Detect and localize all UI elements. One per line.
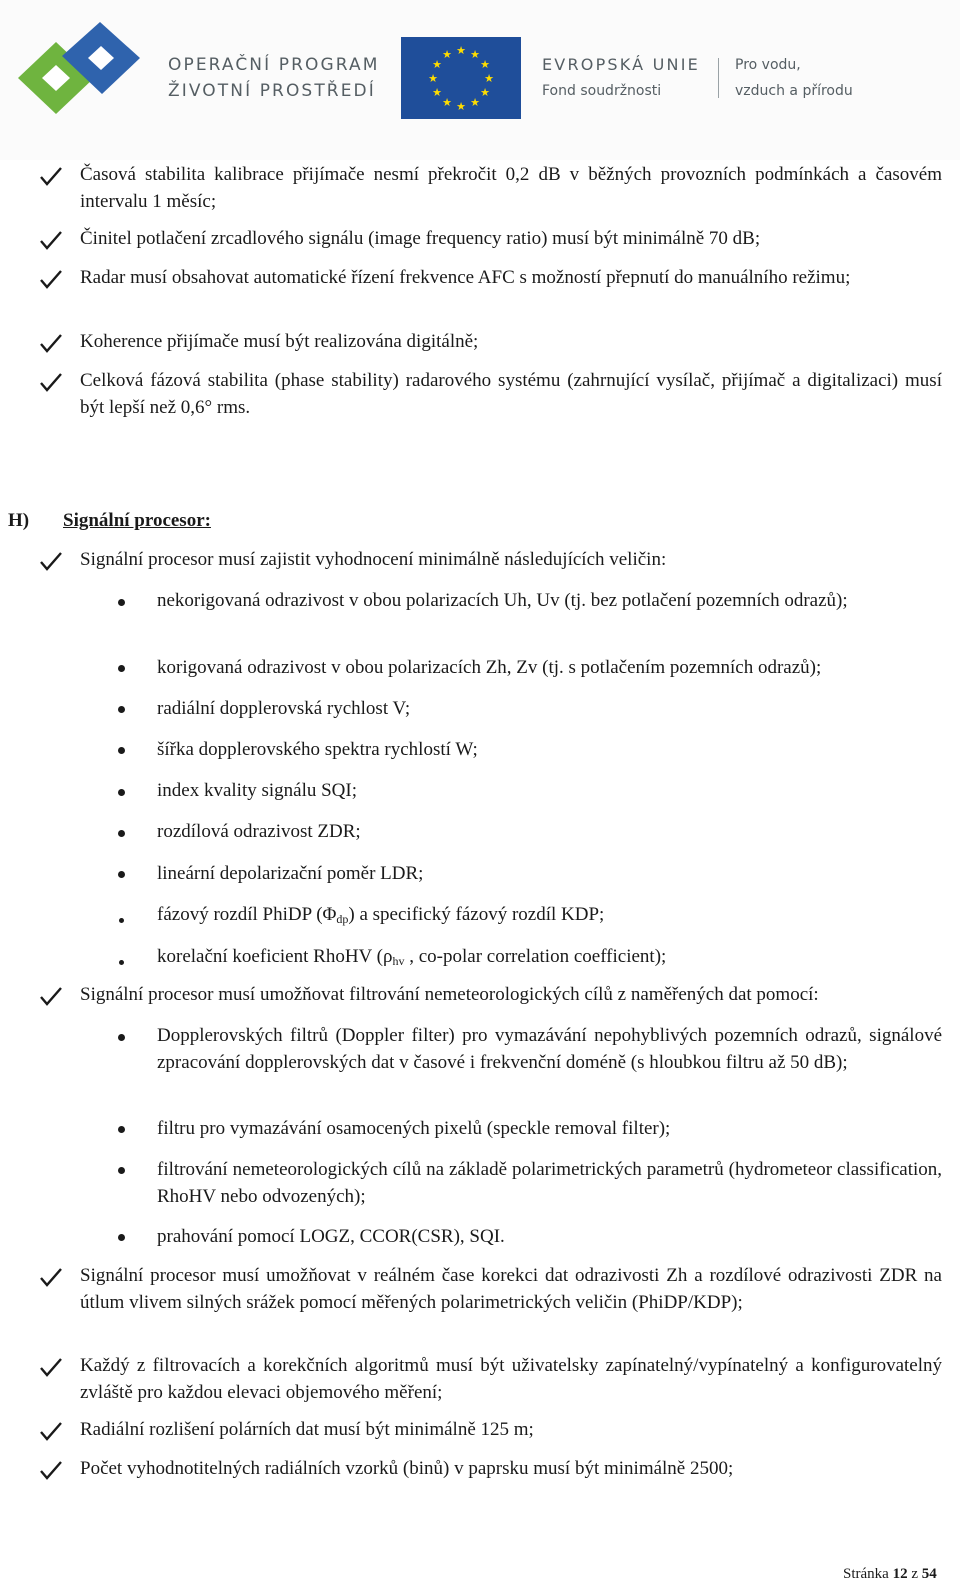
requirement-item: Časová stabilita kalibrace přijímače nesmí překročit 0,2 dB v běžných provozních podmínkách a časovém intervalu 1 měsíc; bbox=[80, 164, 942, 212]
list-item: prahování pomocí LOGZ, CCOR(CSR), SQI. bbox=[157, 1226, 505, 1247]
bullet-icon bbox=[118, 871, 125, 878]
page-current: 12 bbox=[892, 1566, 908, 1582]
header-divider bbox=[718, 58, 719, 98]
requirement-item: Počet vyhodnotitelných radiálních vzorků (binů) v paprsku musí být minimálně 2500; bbox=[80, 1458, 734, 1479]
page-total: 54 bbox=[921, 1566, 937, 1582]
svg-text:★: ★ bbox=[442, 96, 452, 109]
eu-subtitle: Fond soudržnosti bbox=[542, 83, 662, 99]
svg-text:★: ★ bbox=[456, 44, 466, 57]
check-icon bbox=[39, 1420, 63, 1442]
list-item: lineární depolarizační poměr LDR; bbox=[157, 863, 424, 884]
bullet-icon bbox=[118, 747, 125, 754]
eu-title: EVROPSKÁ UNIE bbox=[542, 55, 700, 74]
bullet-icon bbox=[119, 960, 124, 965]
section-title: Signální procesor: bbox=[63, 510, 211, 531]
list-item-phidp bbox=[157, 902, 942, 933]
check-icon bbox=[39, 371, 63, 393]
requirement-item: Celková fázová stabilita (phase stability) radarového systému (zahrnující vysílač, přijímač a digitalizaci) musí být lepší než 0,6° rms. bbox=[80, 370, 942, 418]
check-icon bbox=[39, 985, 63, 1007]
requirement-item: Každý z filtrovacích a korekčních algoritmů musí být uživatelsky zapínatelný/vypínatelný a konfigurovatelný zvláště pro každou elevaci objemového měření; bbox=[80, 1355, 942, 1403]
check-icon bbox=[39, 1459, 63, 1481]
list-item: korigovaná odrazivost v obou polarizacích Zh, Zv (tj. s potlačením pozemních odrazů); bbox=[157, 657, 822, 678]
check-icon bbox=[39, 1356, 63, 1378]
requirement-item: Signální procesor musí zajistit vyhodnocení minimálně následujících veličin: bbox=[80, 549, 667, 570]
opzp-line1: OPERAČNÍ PROGRAM bbox=[168, 55, 380, 75]
svg-text:★: ★ bbox=[470, 96, 480, 109]
check-icon bbox=[39, 165, 63, 187]
bullet-icon bbox=[118, 830, 125, 837]
bullet-icon bbox=[118, 1034, 125, 1041]
requirement-item: Signální procesor musí umožňovat filtrování nemeteorologických cílů z naměřených dat pomocí: bbox=[80, 984, 819, 1005]
svg-text:★: ★ bbox=[428, 72, 438, 85]
requirement-item: Radiální rozlišení polárních dat musí být minimálně 125 m; bbox=[80, 1419, 534, 1440]
bullet-icon bbox=[118, 706, 125, 713]
requirement-item: Radar musí obsahovat automatické řízení frekvence AFC s možností přepnutí do manuálního režimu; bbox=[80, 267, 851, 288]
svg-text:★: ★ bbox=[480, 86, 490, 99]
list-item: filtru pro vymazávání osamocených pixelů (speckle removal filter); bbox=[157, 1118, 671, 1139]
requirement-item: Činitel potlačení zrcadlového signálu (image frequency ratio) musí být minimálně 70 dB; bbox=[80, 228, 761, 249]
requirement-item: Koherence přijímače musí být realizována digitálně; bbox=[80, 331, 479, 352]
list-item: rozdílová odrazivost ZDR; bbox=[157, 821, 361, 842]
motto bbox=[735, 52, 853, 104]
rhohv-text: korelační koeficient RhoHV (ρ bbox=[157, 946, 393, 967]
check-icon bbox=[39, 332, 63, 354]
bullet-icon bbox=[118, 599, 125, 606]
opzp-wordmark bbox=[168, 52, 379, 104]
requirement-item: Signální procesor musí umožňovat v reálném čase korekci dat odrazivosti Zh a rozdílové odrazivosti ZDR na útlum vlivem silných srážek pomocí měřených polarimetrických veličin (PhiDP/KDP); bbox=[80, 1265, 942, 1313]
svg-text:★: ★ bbox=[432, 58, 442, 71]
check-icon bbox=[39, 550, 63, 572]
page-header bbox=[0, 0, 960, 160]
bullet-icon bbox=[118, 1234, 125, 1241]
phidp-text: fázový rozdíl PhiDP (Φ bbox=[157, 904, 337, 925]
list-item: radiální dopplerovská rychlost V; bbox=[157, 698, 411, 719]
phidp-text-end: ) a specifický fázový rozdíl KDP; bbox=[348, 904, 605, 925]
list-item: nekorigovaná odrazivost v obou polarizacích Uh, Uv (tj. bez potlačení pozemních odrazů); bbox=[157, 590, 848, 611]
opzp-line2: ŽIVOTNÍ PROSTŘEDÍ bbox=[168, 81, 376, 101]
svg-text:★: ★ bbox=[480, 58, 490, 71]
list-item-rhohv bbox=[157, 944, 942, 975]
page-of: z bbox=[911, 1566, 918, 1582]
rhohv-subscript: hv bbox=[392, 954, 405, 968]
bullet-icon bbox=[118, 789, 125, 796]
eu-flag-icon bbox=[401, 37, 521, 119]
svg-text:★: ★ bbox=[484, 72, 494, 85]
opzp-logo-icon bbox=[18, 22, 150, 124]
section-letter: H) bbox=[8, 510, 30, 531]
svg-text:★: ★ bbox=[442, 48, 452, 61]
page-label: Stránka bbox=[843, 1566, 889, 1582]
svg-text:★: ★ bbox=[432, 86, 442, 99]
rhohv-text-end: , co-polar correlation coefficient); bbox=[404, 946, 667, 967]
motto-line1: Pro vodu, bbox=[735, 57, 801, 73]
motto-line2: vzduch a přírodu bbox=[735, 83, 853, 99]
check-icon bbox=[39, 1266, 63, 1288]
bullet-icon bbox=[118, 1167, 125, 1174]
list-item: Dopplerovských filtrů (Doppler filter) pro vymazávání nepohyblivých pozemních odrazů, signálové zpracování dopplerovských dat v časové i frekvenční doméně (s hloubkou filtru až 50 dB); bbox=[157, 1025, 942, 1073]
bullet-icon bbox=[119, 918, 124, 923]
check-icon bbox=[39, 229, 63, 251]
page-number bbox=[843, 1566, 937, 1583]
bullet-icon bbox=[118, 665, 125, 672]
svg-text:★: ★ bbox=[470, 48, 480, 61]
eu-wordmark bbox=[542, 52, 700, 104]
list-item: šířka dopplerovského spektra rychlostí W; bbox=[157, 739, 478, 760]
list-item: filtrování nemeteorologických cílů na základě polarimetrických parametrů (hydrometeor classification, RhoHV nebo odvozených); bbox=[157, 1159, 942, 1207]
check-icon bbox=[39, 268, 63, 290]
phidp-subscript: dp bbox=[336, 912, 349, 926]
list-item: index kvality signálu SQI; bbox=[157, 780, 358, 801]
svg-text:★: ★ bbox=[456, 100, 466, 113]
bullet-icon bbox=[118, 1126, 125, 1133]
